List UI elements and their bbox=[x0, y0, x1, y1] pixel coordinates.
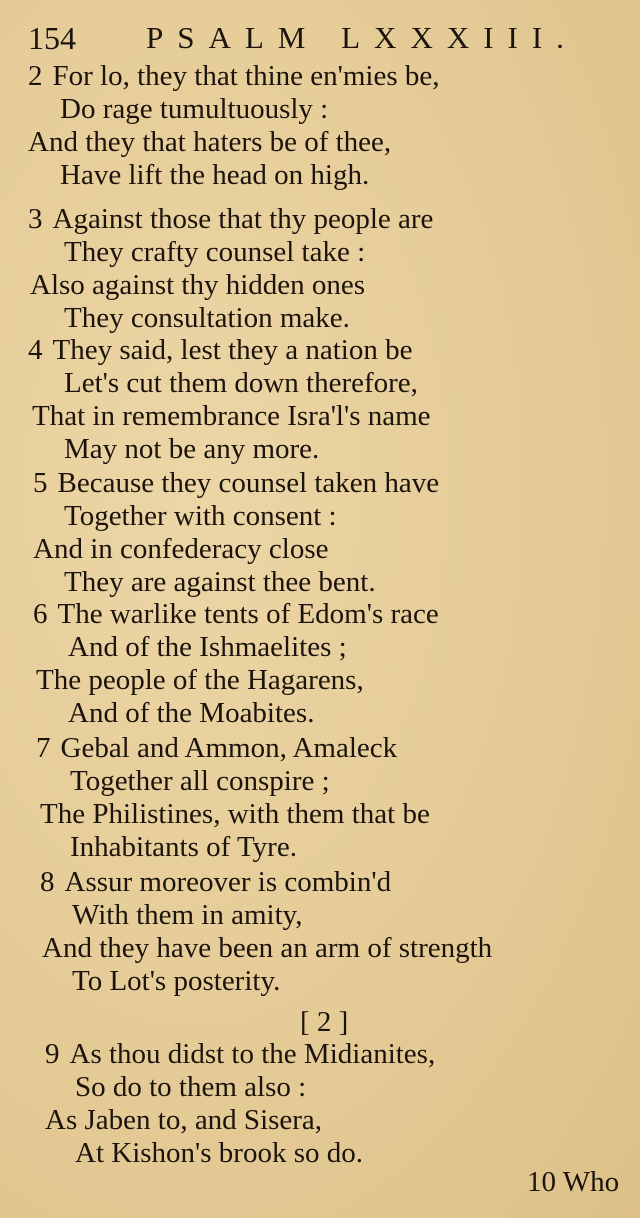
verse-text: They said, lest they a nation be bbox=[52, 334, 413, 366]
verse-line bbox=[64, 566, 376, 598]
verse-text: The warlike tents of Edom's race bbox=[57, 598, 439, 630]
verse-line bbox=[28, 203, 433, 235]
verse-line bbox=[64, 433, 319, 465]
verse-text: They are against thee bent. bbox=[64, 566, 376, 598]
verse-line bbox=[45, 1104, 322, 1136]
verse-text: Assur moreover is combin'd bbox=[64, 866, 392, 898]
verse-number: 6 bbox=[33, 598, 48, 630]
verse-line bbox=[28, 60, 439, 92]
verse-line bbox=[68, 631, 347, 663]
verse-text: Also against thy hidden ones bbox=[30, 269, 366, 301]
verse-line bbox=[36, 732, 397, 764]
verse-line bbox=[64, 302, 350, 334]
verse-text: Inhabitants of Tyre. bbox=[70, 831, 297, 863]
verse-number: 8 bbox=[40, 866, 55, 898]
verse-text: Have lift the head on high. bbox=[60, 159, 370, 191]
verse-line bbox=[33, 533, 329, 565]
verse-number: 7 bbox=[36, 732, 51, 764]
verse-text: That in remembrance Isra'l's name bbox=[32, 400, 431, 432]
verse-line bbox=[72, 899, 303, 931]
verse-text: They consultation make. bbox=[64, 302, 350, 334]
verse-line bbox=[68, 697, 314, 729]
verse-text: Do rage tumultuously : bbox=[60, 93, 329, 125]
page-number: 154 bbox=[28, 20, 76, 56]
catchword: 10 Who bbox=[527, 1166, 620, 1198]
verse-text: They crafty counsel take : bbox=[64, 236, 366, 268]
verse-text: And of the Moabites. bbox=[68, 697, 315, 729]
verse-text: And they that haters be of thee, bbox=[28, 126, 392, 158]
verse-line bbox=[75, 1071, 306, 1103]
verse-line bbox=[42, 932, 492, 964]
verse-text: Together with consent : bbox=[64, 500, 337, 532]
verse-line bbox=[30, 269, 365, 301]
verse-text: For lo, they that thine en'mies be, bbox=[52, 60, 440, 92]
verse-line bbox=[28, 334, 412, 366]
verse-line bbox=[32, 400, 431, 432]
verse-text: And in confederacy close bbox=[33, 533, 329, 565]
verse-line bbox=[36, 664, 364, 696]
verse-line bbox=[75, 1137, 363, 1169]
verse-number: 2 bbox=[28, 60, 43, 92]
running-title: PSALM LXXXIII. bbox=[146, 20, 578, 55]
verse-line bbox=[60, 159, 369, 191]
verse-text: Gebal and Ammon, Amaleck bbox=[60, 732, 398, 764]
verse-line bbox=[60, 93, 328, 125]
verse-line bbox=[64, 500, 337, 532]
page-header bbox=[28, 14, 578, 58]
verse-number: 9 bbox=[45, 1038, 60, 1070]
verse-line bbox=[40, 866, 391, 898]
verse-text: And they have been an arm of strength bbox=[42, 932, 493, 964]
verse-text: To Lot's posterity. bbox=[72, 965, 281, 997]
verse-text: May not be any more. bbox=[64, 433, 320, 465]
verse-number: 3 bbox=[28, 203, 43, 235]
verse-text: The Philistines, with them that be bbox=[40, 798, 430, 830]
verse-text: Together all conspire ; bbox=[70, 765, 330, 797]
verse-line bbox=[45, 1038, 435, 1070]
verse-text: And of the Ishmaelites ; bbox=[68, 631, 347, 663]
verse-line bbox=[70, 765, 330, 797]
part-marker: [ 2 ] bbox=[300, 1006, 349, 1038]
verse-text: The people of the Hagarens, bbox=[36, 664, 364, 696]
verse-line bbox=[64, 236, 365, 268]
verse-line bbox=[64, 367, 418, 399]
verse-line bbox=[33, 467, 439, 499]
verse-text: As thou didst to the Midianites, bbox=[69, 1038, 436, 1070]
verse-number: 5 bbox=[33, 467, 48, 499]
verse-text: With them in amity, bbox=[72, 899, 303, 931]
verse-text: So do to them also : bbox=[75, 1071, 307, 1103]
verse-text: Because they counsel taken have bbox=[57, 467, 440, 499]
verse-text: As Jaben to, and Sisera, bbox=[45, 1104, 323, 1136]
verse-line bbox=[70, 831, 297, 863]
verse-text: Let's cut them down therefore, bbox=[64, 367, 418, 399]
verse-line bbox=[72, 965, 280, 997]
verse-text: Against those that thy people are bbox=[52, 203, 434, 235]
verse-line bbox=[40, 798, 430, 830]
verse-text: At Kishon's brook so do. bbox=[75, 1137, 363, 1169]
verse-line bbox=[28, 126, 391, 158]
verse-number: 4 bbox=[28, 334, 43, 366]
verse-line bbox=[33, 598, 439, 630]
